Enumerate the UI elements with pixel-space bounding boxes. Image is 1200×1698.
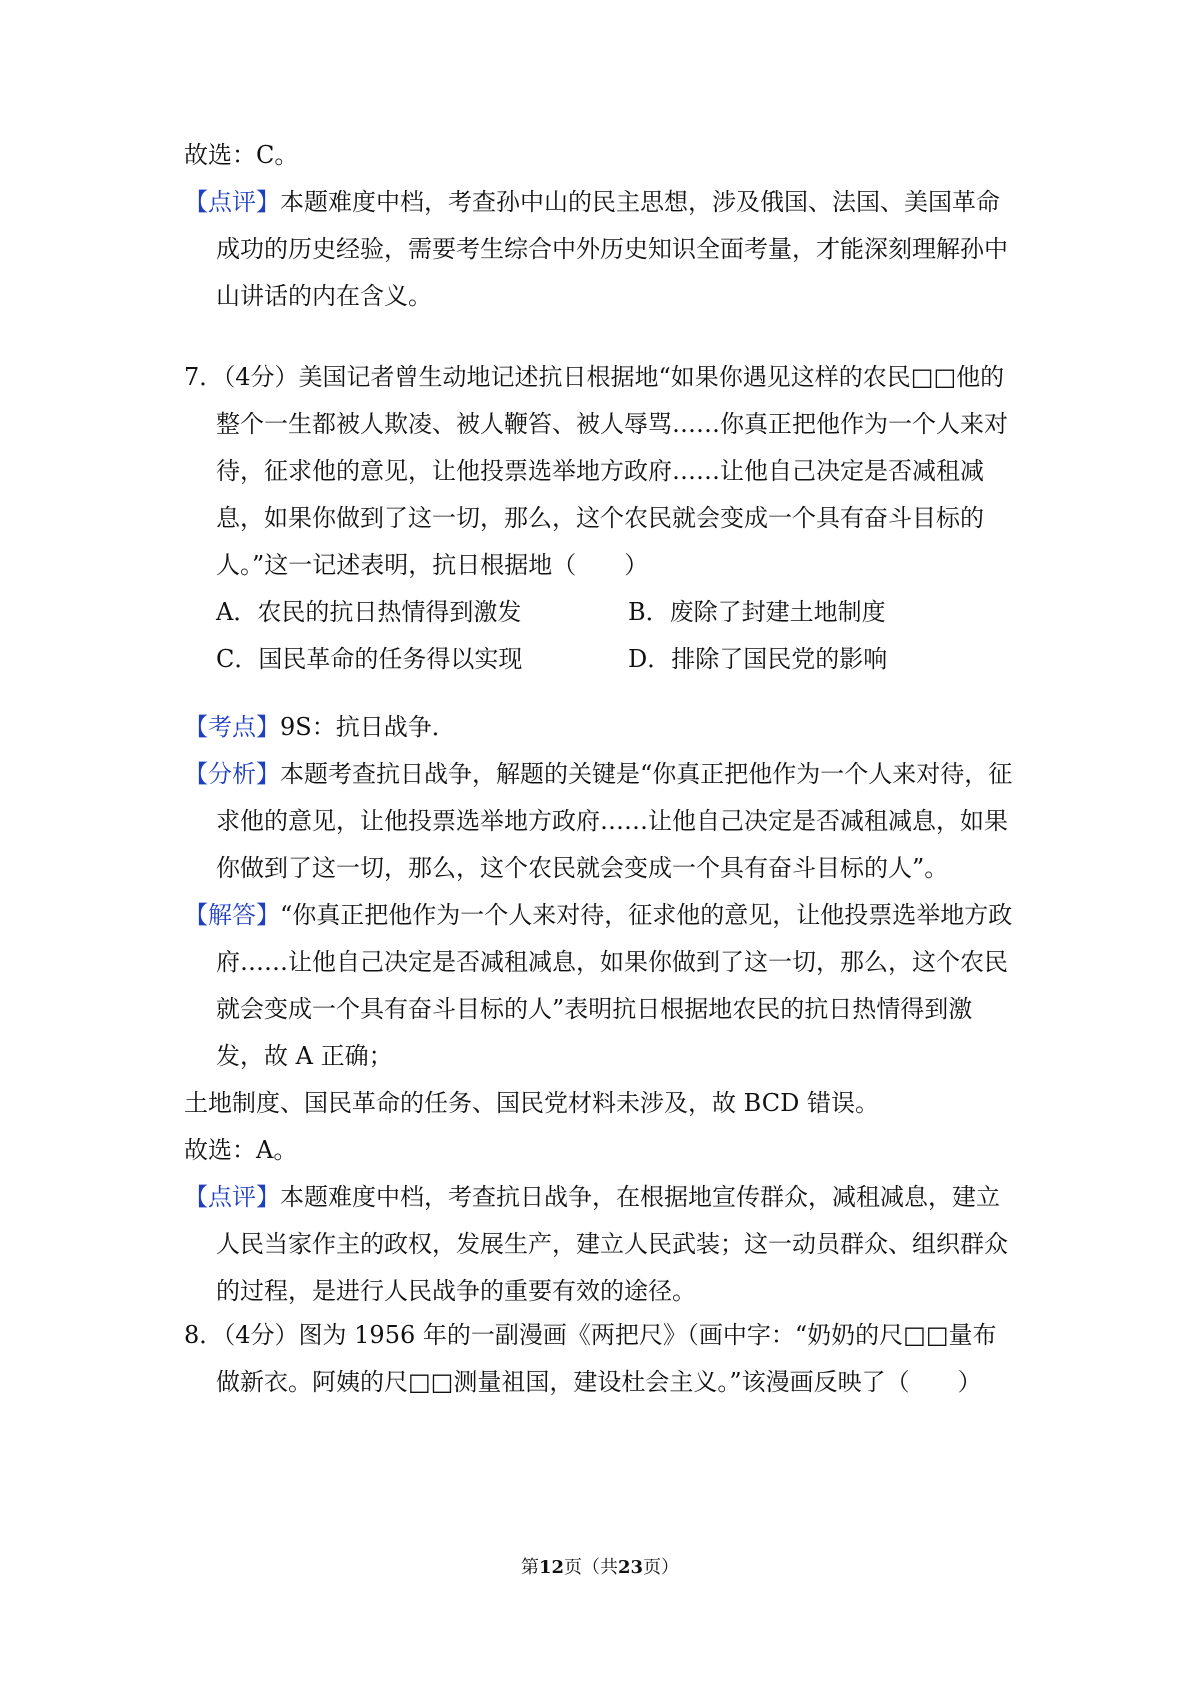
prev-answer: 故选：C。 — [184, 141, 299, 169]
page-footer: 第12页（共23页） — [520, 1557, 680, 1578]
q7-stem-line-2: 整个一生都被人欺凌、被人鞭笞、被人辱骂……你真正把他作为一个人来对 — [216, 410, 1008, 438]
q7-stem-line-1: 7．（4分）美国记者曾生动地记述抗日根据地“如果你遇见这样的农民□□他的 — [184, 363, 1005, 391]
prev-comment-line-1: 【点评】本题难度中档，考查孙中山的民主思想，涉及俄国、法国、美国革命 — [184, 188, 1000, 216]
answer-choice: 故选：A。 — [184, 1136, 298, 1164]
option-b: B．废除了封建土地制度 — [628, 598, 886, 626]
comment-line-2: 人民当家作主的政权，发展生产，建立人民武装；这一动员群众、组织群众 — [216, 1230, 1008, 1258]
answer-line-2: 府……让他自己决定是否减租减息，如果你做到了这一切，那么，这个农民 — [216, 948, 1008, 976]
point-tag: 【考点】 — [184, 713, 280, 741]
comment-tag: 【点评】 — [184, 188, 280, 216]
page-number: 12 — [538, 1557, 564, 1578]
q8-stem-line-1: 8．（4分）图为 1956 年的一副漫画《两把尺》（画中字：“奶奶的尺□□量布 — [184, 1321, 997, 1349]
comment-tag: 【点评】 — [184, 1183, 280, 1211]
answer-line-3: 就会变成一个具有奋斗目标的人”表明抗日根据地农民的抗日热情得到激 — [216, 995, 973, 1023]
option-d: D．排除了国民党的影响 — [628, 645, 888, 673]
prev-comment-line-3: 山讲话的内在含义。 — [216, 282, 432, 310]
question-8 — [184, 1312, 1024, 1406]
prev-comment-line-2: 成功的历史经验，需要考生综合中外历史知识全面考量，才能深刻理解孙中 — [216, 235, 1008, 263]
option-c: C．国民革命的任务得以实现 — [216, 645, 523, 673]
q7-options-row-2 — [184, 636, 1024, 683]
analysis-tag: 【分析】 — [184, 760, 280, 788]
point-line — [184, 704, 1024, 751]
answer-line-1: 【解答】“你真正把他作为一个人来对待，征求他的意见，让他投票选举地方政 — [184, 901, 1013, 929]
prev-solution — [184, 132, 1024, 320]
answer-extra: 土地制度、国民革命的任务、国民党材料未涉及，故 BCD 错误。 — [184, 1089, 879, 1117]
q8-stem-line-2: 做新衣。阿姨的尺□□测量祖国，建设杜会主义。”该漫画反映了（ ） — [216, 1368, 982, 1396]
q7-options-row-1 — [184, 589, 1024, 636]
comment-line-3: 的过程，是进行人民战争的重要有效的途径。 — [216, 1277, 696, 1305]
q7-stem-line-5: 人。”这一记述表明，抗日根据地（ ） — [216, 551, 649, 579]
answer-line-4: 发，故 A 正确； — [216, 1042, 393, 1070]
solution-7 — [184, 704, 1024, 1315]
q7-stem-line-4: 息，如果你做到了这一切，那么，这个农民就会变成一个具有奋斗目标的 — [216, 504, 984, 532]
comment-line-1: 【点评】本题难度中档，考查抗日战争，在根据地宣传群众，减租减息，建立 — [184, 1183, 1000, 1211]
option-a: A．农民的抗日热情得到激发 — [216, 598, 522, 626]
point-text: 9S：抗日战争． — [280, 713, 456, 741]
analysis-line-2: 求他的意见，让他投票选举地方政府……让他自己决定是否减租减息，如果 — [216, 807, 1008, 835]
analysis-line-3: 你做到了这一切，那么，这个农民就会变成一个具有奋斗目标的人”。 — [216, 854, 949, 882]
analysis-line-1: 【分析】本题考查抗日战争，解题的关键是“你真正把他作为一个人来对待，征 — [184, 760, 1013, 788]
page-total: 23 — [618, 1557, 644, 1578]
question-7 — [184, 354, 1024, 683]
answer-tag: 【解答】 — [184, 901, 280, 929]
q7-stem-line-3: 待，征求他的意见，让他投票选举地方政府……让他自己决定是否减租减 — [216, 457, 984, 485]
